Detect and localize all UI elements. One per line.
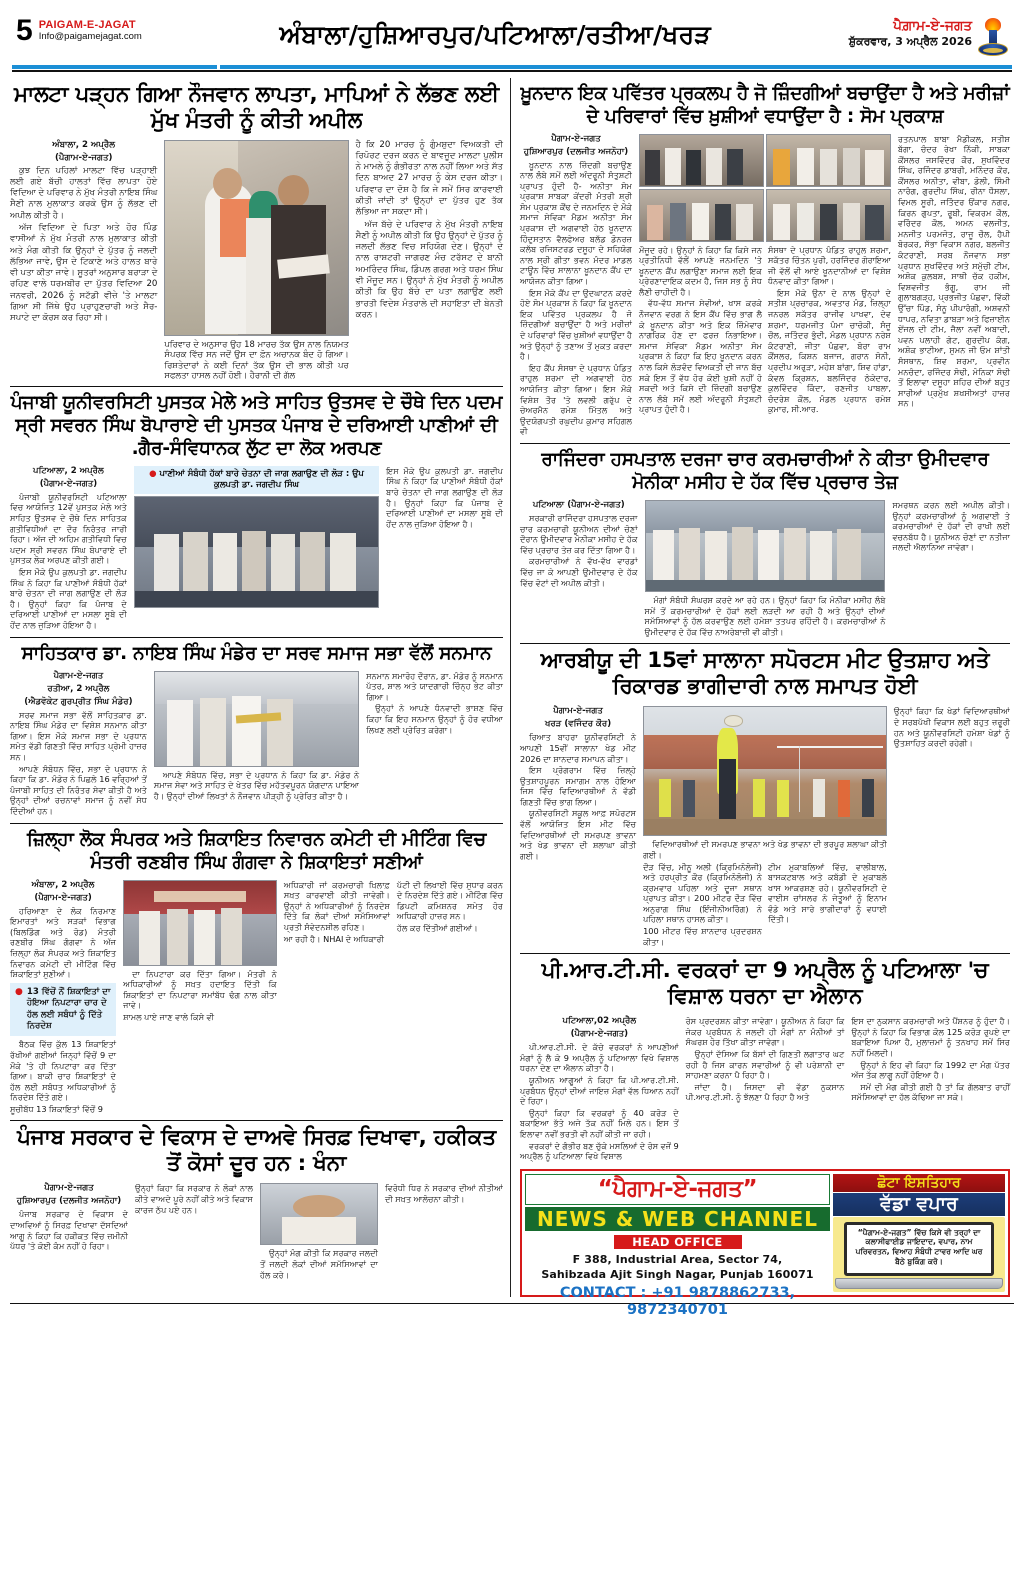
- publication-date: ਸ਼ੁੱਕਰਵਾਰ, 3 ਅਪ੍ਰੈਲ 2026: [848, 35, 972, 48]
- story-punjab-govt-headline: ਪੰਜਾਬ ਸਰਕਾਰ ਦੇ ਵਿਕਾਸ ਦੇ ਦਾਅਵੇ ਸਿਰਫ਼ ਦਿਖਾਵਾ, ਹਕੀਕਤ ਤੋਂ ਕੋਸਾਂ ਦੂਰ ਹਨ : ਖੰਨਾ: [17, 1125, 496, 1177]
- story-sports-col3: [894, 706, 1010, 948]
- masthead: [10, 14, 1014, 62]
- paragraph: ਸਨਮਾਨ ਸਮਾਰੋਹ ਦੌਰਾਨ, ਡਾ. ਮੰਡੇਰ ਨੂੰ ਸਨਮਾਨ ਪੱਤਰ, ਸ਼ਾਲ ਅਤੇ ਯਾਦਗਾਰੀ ਚਿੰਨ੍ਹ ਭੇਟ ਕੀਤਾ ਗਿਆ।: [366, 670, 503, 702]
- story-book-fair-col2: [134, 466, 379, 632]
- paragraph: ਇਸ ਮੌਕੇ ਉਨਾ ਦੇ ਨਾਲ ਉਨ੍ਹਾਂ ਦੇ ਸਤੀਸ਼ ਪ੍ਰਚਾਰਕ, ਅਵਤਾਰ ਮੰਡ, ਜ਼ਿਲ੍ਹਾ ਜਨਰਲ ਸਕੱਤਰ ਰਾਜੀਵ ਪਾਖਵਾ, ਦੇਵ ਸ਼ਰਮਾ, ਧਰਮਜੀਤ ਪੰਮਾ ਚਾਚੋਕੀ, ਸੰਜੂ ਚੌਲ, ਜਤਿੰਦਰ ਭੁੰਦੀ, ਮੰਡਲ ਪ੍ਰਧਾਨ ਨਰੇਸ਼ ਕੰਟਰਾਣੀ, ਜੀਤਾ ਪੰਛਵਾ, ਬੋਰਾ ਰਾਮ ਕੌਂਸਲਰ, ਕਿਸ਼ਨ ਬਜਾਜ, ਗਰਾਨ ਸੋਨੀ, ਪ੍ਰਦੀਪ ਅਰੁੜਾ, ਮਹੇਸ਼ ਬਾਂਗਾ, ਸ਼ਿਵ ਹਾਂਡਾ, ਕੰਵਲ ਕ੍ਰਿਸ਼ਨ, ਬਲਜਿੰਦਰ ਠੇਕੇਦਾਰ, ਕੁਲਵਿੰਦਰ ਕਿੰਦਾ, ਰਣਜੀਤ ਪਾਬਲਾ, ਚੰਦਰੇਸ਼ ਕੌਲ, ਮੰਡਲ ਪ੍ਰਧਾਨ ਰਮੇਸ਼ ਕੁਮਾਰ, ਸੀ.ਆਰ.: [768, 287, 891, 415]
- story-book-fair-caption-bar: [134, 466, 379, 494]
- paragraph: ਉਨ੍ਹਾਂ ਕਿਹਾ ਕਿ ਸਰਕਾਰ ਨੇ ਲੋਕਾਂ ਨਾਲ ਕੀਤੇ ਵਾਅਦੇ ਪੂਰੇ ਨਹੀਂ ਕੀਤੇ ਅਤੇ ਵਿਕਾਸ ਕਾਰਜ ਠੱਪ ਪਏ ਹਨ।: [135, 1183, 253, 1215]
- paragraph: ਰਿਆਤ ਬਾਹਰਾ ਯੂਨੀਵਰਸਿਟੀ ਨੇ ਆਪਣੀ 15ਵੀਂ ਸਾਲਾਨਾ ਖੇਡ ਮੀਟ 2026 ਦਾ ਸ਼ਾਨਦਾਰ ਸਮਾਪਨ ਕੀਤਾ।: [520, 732, 637, 764]
- ad-laptop-screen: [844, 1222, 994, 1276]
- story-sahitkar-photo: [154, 671, 359, 767]
- story-sahitkar-byline-extra: (ਐਡਵੋਕੇਟ ਗੁਰਪ੍ਰੀਤ ਸਿੰਘ ਮੰਡੇਰ): [24, 696, 133, 707]
- paragraph: ਪੰਜਾਬੀ ਯੂਨੀਵਰਸਿਟੀ ਪਟਿਆਲਾ ਵਿਚ ਆਯੋਜਿਤ 12ਵੇਂ ਪੁਸਤਕ ਮੇਲੇ ਅਤੇ ਸਾਹਿਤ ਉਤਸਵ ਦੇ ਚੌਥੇ ਦਿਨ ਸਾਹਿਤਕ ਗਤੀਵਿਧੀਆਂ ਦਾ ਦੌਰ ਨਿਰੰਤਰ ਜਾਰੀ ਰਿਹਾ। ਅੱਜ ਦੀ ਅਹਿਮ ਗਤੀਵਿਧੀ ਵਿਚ ਪਦਮ ਸ੍ਰੀ ਸਵਰਨ ਸਿੰਘ ਬੋਪਾਰਾਏ ਦੀ ਪੁਸਤਕ ਲੋਕ ਅਰਪਣ ਕੀਤੀ ਗਈ।: [10, 491, 127, 566]
- story-punjab-govt: [10, 1121, 503, 1281]
- story-punjab-govt-col3: [260, 1183, 378, 1281]
- story-blood-photo-grid: [639, 134, 891, 242]
- story-malta-col1: [10, 140, 157, 381]
- paragraph: ਅੱਜ ਵਿਦਿਆ ਦੇ ਪਿਤਾ ਅਤੇ ਹੋਰ ਪਿੰਡ ਵਾਸੀਆਂ ਨੇ ਮੁੱਖ ਮੰਤਰੀ ਨਾਲ ਮੁਲਾਕਾਤ ਕੀਤੀ ਅਤੇ ਮੰਗ ਕੀਤੀ ਕਿ ਉਨ੍ਹਾਂ ਦੇ ਪੁੱਤਰ ਨੂੰ ਜਲਦੀ ਲੱਭਿਆ ਜਾਵੇ, ਉਸ ਦੇ ਟਿਕਾਣੇ ਅਤੇ ਹਾਲਤ ਬਾਰੇ ਵੀ ਪਤਾ ਕੀਤਾ ਜਾਵੇ। ਸੂਤਰਾਂ ਅਨੁਸਾਰ ਬਰਾੜਾ ਦੇ ਰਹਿਣ ਵਾਲੇ ਧਰਮਬੀਰ ਦਾ ਪੁੱਤਰ ਵਿਦਿਆ 20 ਜਨਵਰੀ, 2026 ਨੂੰ ਸਟੱਡੀ ਵੀਜ਼ੇ 'ਤੇ ਮਾਲਟਾ ਗਿਆ ਸੀ ਜਿੱਥੇ ਉਹ ਪ੍ਰਾਹੁਣਚਾਰੀ ਅਤੇ ਸੈਰ-ਸਪਾਟੇ ਦਾ ਕੋਰਸ ਕਰ ਰਿਹਾ ਸੀ।: [10, 222, 158, 324]
- paragraph: ਪੀ.ਆਰ.ਟੀ.ਸੀ. ਦੇ ਕੱਚੇ ਵਰਕਰਾਂ ਨੇ ਆਪਣੀਆਂ ਮੰਗਾਂ ਨੂੰ ਲੈ ਕੇ 9 ਅਪ੍ਰੈਲ ਨੂੰ ਪਟਿਆਲਾ ਵਿਖੇ ਵਿਸ਼ਾਲ ਧਰਨਾ ਦੇਣ ਦਾ ਐਲਾਨ ਕੀਤਾ ਹੈ।: [520, 1042, 679, 1074]
- story-punjab-govt-byline-agency: ਪੈਗਾਮ-ਏ-ਜਗਤ: [44, 1183, 94, 1194]
- story-blood-photo-4: [766, 189, 891, 242]
- callout-text: 13 ਵਿੱਚੋਂ ਨੌਂ ਸ਼ਿਕਾਇਤਾਂ ਦਾ ਹੋਇਆ ਨਿਪਟਾਰਾ ਚਾਰ ਦੇ ਹੱਲ ਲਈ ਸਬੰਧਾਂ ਨੂੰ ਦਿੱਤੇ ਨਿਰਦੇਸ਼: [26, 986, 111, 1031]
- story-blood-byline-agency: ਪੈਗਾਮ-ਏ-ਜਗਤ: [551, 133, 601, 144]
- advertisement-banner[interactable]: [520, 1169, 1010, 1318]
- story-rajindra-col1: [520, 500, 638, 638]
- story-sports-col2b: [768, 862, 887, 949]
- pa ragraph: ਰਤਨਪਾਲ ਬਾਬਾ ਮੈਡੀਕਲ, ਸਤੀਸ਼ ਬੱਗਾ, ਚੰਦਰ ਰੇਖਾ ਨਿੱਕੀ, ਸਾਬਕਾ ਕੌਂਸਲਰ ਜਸਵਿੰਦਰ ਕੌਰ, ਸੁਖਵਿੰਦਰ ਸਿੰਘ, ਰਜਿੰਦਰ ਡਾਬਰੀ, ਮਨਿੰਦਰ ਕੌਰ, ਕੌਂਸਲਰ ਅਨੀਤਾ, ਵੀਬਾ, ਡੋਲੀ, ਸਿੰਮੀ ਨਾਰੰਗ, ਗੁਰਦੀਪ ਸਿੰਘ, ਰੀਨਾ ਧੌਸਲਾ, ਵਿਮਲ ਸੂਰੀ, ਜਤਿੰਦਰ ਓਂਕਾਰ ਨਗਰ, ਕਿਰਨ ਗੁਪਤਾ, ਰੂਬੀ, ਵਿਕਰਮ ਕੌਲ, ਵਰਿੰਦਰ ਕੌਲ, ਅਮਨ ਵਲਜੀਤ, ਮਨਜੀਤ ਪਰਮਜੋਤ, ਰਾਜੂ ਚੌਲ, ਹੈਪੀ ਬੋਰਕਰ, ਸੱਭਾ ਵਿਕਾਸ ਨਗਰ, ਬਲਜੀਤ ਕੰਟਰਾਣੀ, ਸਰਬ ਨੌਜਵਾਨ ਸਭਾ ਪ੍ਰਧਾਨ ਸੁਖਵਿੰਦਰ ਅਤੇ ਸਮੁੱਚੀ ਟੀਮ, ਅਸ਼ੋਕ ਕੁਲਬਸ਼, ਸਾਥੀ ਚੱਕ ਹਕੀਮ, ਵਿਸ਼ਵਜੀਤ ਭੰਗੂ, ਰਾਮ ਜੀ ਗੁਲਾਬਗੜ੍ਹ, ਪ੍ਰਭਜੀਤ ਪੰਛਵਾ, ਵਿੱਕੀ ਉੱਚਾ ਪਿੰਡ, ਸੰਨੂ ਪੀਪਾਰੰਗੀ, ਅਸ਼ਵਨੀ ਧਾਪਰ, ਨਵਿਤਾ ਡਾਬੜਾ ਅਤੇ ਫਿਜ਼ਾਈਨ ਏਂਜਲ ਦੀ ਟੀਮ, ਜੈਲਾ ਨਵੀਂ ਅਬਾਦੀ, ਪਵਨ ਪਲਾਹੀ ਗੇਟ, ਗੁਰਦੀਪ ਕੰਗ, ਅਸ਼ੋਕ ਭਾਟੀਆ, ਸੁਮਨ ਜੀ ਓਮ ਸ਼ਾਂਤੀ ਸੰਸਥਾਨ, ਸ਼ਿਵ ਸ਼ਰਮਾ, ਪ੍ਰਵੀਨ ਮਨਚੰਦਾ, ਰਜਿੰਦਰ ਸੋਢੀ, ਮੋਨਿਕਾ ਸੋਢੀ ਤੋਂ ਇਲਾਵਾ ਦਸੂਹਾ ਸ਼ਹਿਰ ਦੀਆਂ ਬਹੁਤ ਸਾਰੀਆਂ ਪ੍ਰਮੁੱਖ ਸ਼ਖਸੀਅਤਾਂ ਹਾਜ਼ਰ ਸਨ।: [898, 133, 1010, 409]
- paragraph: ਉਨ੍ਹਾਂ ਕਿਹਾ ਕਿ ਵਰਕਰਾਂ ਨੂੰ 40 ਕਰੋੜ ਦੇ ਬਕਾਇਆ ਭੱਤੇ ਅਜੇ ਤੱਕ ਨਹੀਂ ਮਿਲੇ ਹਨ। ਇਸ ਤੋਂ ਇਲਾਵਾ ਨਵੀਂ ਭਰਤੀ ਵੀ ਨਹੀਂ ਕੀਤੀ ਜਾ ਰਹੀ।: [520, 1107, 679, 1139]
- story-sports-byline-agency: ਪੈਗਾਮ-ਏ-ਜਗਤ: [553, 706, 603, 717]
- story-blood-byline-place: ਹੁਸ਼ਿਆਰਪੁਰ (ਦਲਜੀਤ ਅਜਨੋਹਾ): [523, 146, 629, 157]
- story-prtc-headline: ਪੀ.ਆਰ.ਟੀ.ਸੀ. ਵਰਕਰਾਂ ਦਾ 9 ਅਪ੍ਰੈਲ ਨੂੰ ਪਟਿਆਲਾ 'ਚ ਵਿਸ਼ਾਲ ਧਰਨਾ ਦਾ ਐਲਾਨ: [541, 958, 989, 1010]
- paragraph: ਵੱਧ-ਵੱਧ ਸਮਾਜ ਸੇਵੀਆਂ, ਖਾਸ ਕਰਕੇ ਨੌਜਵਾਨ ਵਰਗ ਨੇ ਇਸ ਕੈਂਪ ਵਿੱਚ ਭਾਗ ਲੈ ਕੇ ਖੂਨਦਾਨ ਕੀਤਾ ਅਤੇ ਇਕ ਜ਼ਿੰਮੇਵਾਰ ਨਾਗਰਿਕ ਹੋਣ ਦਾ ਫਰਜ਼ ਨਿਭਾਇਆ। ਸਮਾਜ ਸੇਵਿਕਾ ਮੈਡਮ ਅਨੀਤਾ ਸੋਮ ਪ੍ਰਕਾਸ਼ ਨੇ ਕਿਹਾ ਕਿ ਇਹ ਖੂਨਦਾਨ ਕਰਨ ਨਾਲ ਕਿਸੇ ਲੋੜਵੰਦ ਵਿਅਕਤੀ ਦੀ ਜਾਨ ਬੱਚ ਸਕੇ ਇਸ ਤੋਂ ਵੱਧ ਹੋਰ ਕੋਈ ਖੁਸ਼ੀ ਨਹੀਂ ਹੋ ਸਕਦੀ ਅਤੇ ਕਿਸੇ ਦੀ ਜ਼ਿੰਦਗੀ ਬਚਾਉਣ ਨਾਲ ਲੰਬੇ ਸਮੇਂ ਲਈ ਅੰਦਰੂਨੀ ਸੰਤੁਸ਼ਟੀ ਪ੍ਰਾਪਤ ਹੁੰਦੀ ਹੈ।: [639, 298, 762, 415]
- story-prtc: [520, 954, 1010, 1163]
- paragraph: ਖ਼ੂਨਦਾਨ ਨਾਲ ਜ਼ਿੰਦਗੀ ਬਚਾਉਣ ਨਾਲ ਲੰਬੇ ਸਮੇਂ ਲਈ ਅੰਦਰੂਨੀ ਸੰਤੁਸ਼ਟੀ ਪ੍ਰਾਪਤ ਹੁੰਦੀ ਹੈ- ਅਨੀਤਾ ਸੋਮ ਪ੍ਰਕਾਸ਼ ਸਾਬਕਾ ਕੇਂਦਰੀ ਮੰਤਰੀ ਸ਼੍ਰੀ ਸੋਮ ਪ੍ਰਕਾਸ਼ ਕੌਂਢ ਦੇ ਜਨਮਦਿਨ ਦੇ ਮੌਕੇ ਸਮਾਜ ਸੇਵਿਕਾ ਮੈਡਮ ਅਨੀਤਾ ਸੋਮ ਪ੍ਰਕਾਸ਼ ਦੀ ਅਗਵਾਈ ਹੇਠ ਖੂਨਦਾਨ ਹਿੰਦੁਸਤਾਨ ਵੈਲਫੇਅਰ ਬਲੱਡ ਡੋਨਰਜ਼ ਕਲੱਬ ਰਜਿਸਟਰਡ ਦਸੂਹਾ ਦੇ ਸਹਿਯੋਗ ਨਾਲ ਸ੍ਰੀ ਗੀਤਾ ਭਵਨ ਮੰਦਰ ਮਾਡਲ ਟਾਊਨ ਵਿੱਚ ਸਾਲਾਨਾ ਖੂਨਦਾਨ ਕੈਂਪ ਦਾ ਆਯੋਜਨ ਕੀਤਾ ਗਿਆ।: [520, 159, 632, 287]
- story-sports-photo-caption: ਵਿਦਿਆਰਥੀਆਂ ਦੀ ਸਮਰਪਣ ਭਾਵਨਾ ਅਤੇ ਖੇਡ ਭਾਵਨਾ ਦੀ ਭਰਪੂਰ ਸ਼ਲਾਘਾ ਕੀਤੀ ਗਈ।: [643, 839, 887, 860]
- paragraph: ਇਸ ਦਾ ਨੁਕਸਾਨ ਕਰਮਚਾਰੀ ਅਤੇ ਪੈਂਸ਼ਨਰ ਨੂੰ ਹੁੰਦਾ ਹੈ। ਉਨ੍ਹਾਂ ਨੇ ਕਿਹਾ ਕਿ ਵਿਭਾਗ ਕੋਲ 125 ਕਰੋੜ ਰੁਪਏ ਦਾ ਬਕਾਇਆ ਪਿਆ ਹੈ, ਮੁਲਾਜ਼ਮਾਂ ਨੂੰ ਤਨਖਾਹ ਸਮੇਂ ਸਿਰ ਨਹੀਂ ਮਿਲਦੀ।: [851, 1016, 1011, 1059]
- story-malta-byline-agency: (ਪੈਗਾਮ-ਏ-ਜਗਤ): [54, 152, 113, 163]
- masthead-rule: [12, 65, 1012, 69]
- paragraph: ਹੈ ਕਿ 20 ਮਾਰਚ ਨੂੰ ਗੁੰਮਸ਼ੁਦਾ ਵਿਅਕਤੀ ਦੀ ਰਿਪੋਰਟ ਦਰਜ ਕਰਨ ਦੇ ਬਾਵਜੂਦ ਮਾਲਟਾ ਪੁਲੀਸ ਨੇ ਮਾਮਲੇ ਨੂੰ ਗੰਭੀਰਤਾ ਨਾਲ ਨਹੀਂ ਲਿਆ ਅਤੇ ਸੱਤ ਦਿਨ ਬਾਅਦ 27 ਮਾਰਚ ਨੂੰ ਕੇਸ ਦਰਜ ਕੀਤਾ। ਪਰਿਵਾਰ ਦਾ ਦੋਸ਼ ਹੈ ਕਿ ਜੇ ਸਮੇਂ ਸਿਰ ਕਾਰਵਾਈ ਕੀਤੀ ਜਾਂਦੀ ਤਾਂ ਉਨ੍ਹਾਂ ਦਾ ਪੁੱਤਰ ਹੁਣ ਤੱਕ ਲੱਭਿਆ ਜਾ ਸਕਦਾ ਸੀ।: [355, 139, 504, 218]
- paragraph: ਟੀਮ ਮੁਕਾਬਲਿਆਂ ਵਿੱਚ, ਵਾਲੀਬਾਲ, ਬਾਸਕਟਬਾਲ ਅਤੇ ਕਬੱਡੀ ਦੇ ਮੁਕਾਬਲੇ ਖਾਸ ਆਕਰਸ਼ਣ ਰਹੇ। ਯੂਨੀਵਰਸਿਟੀ ਦੇ ਵਾਈਸ ਚਾਂਸਲਰ ਨੇ ਜੇਤੂਆਂ ਨੂੰ ਇਨਾਮ ਵੰਡੇ ਅਤੇ ਸਾਰੇ ਭਾਗੀਦਾਰਾਂ ਨੂੰ ਵਧਾਈ ਦਿੱਤੀ।: [768, 861, 887, 925]
- story-rajindra-col2: [645, 500, 886, 638]
- story-sahitkar-headline: ਸਾਹਿਤਕਾਰ ਡਾ. ਨਾਇਬ ਸਿੰਘ ਮੰਡੇਰ ਦਾ ਸਰਵ ਸਮਾਜ ਸਭਾ ਵੱਲੋਂ ਸਨਮਾਨ: [21, 642, 492, 664]
- story-punjab-govt-col4: [385, 1183, 503, 1281]
- paragraph: ਸ਼ਾਮਲ ਪਾਏ ਜਾਣ ਵਾਲੇ ਕਿਸੇ ਵੀ: [123, 1011, 215, 1022]
- story-book-fair-col3: [386, 466, 503, 632]
- paragraph: ਮੌਜੂਦ ਰਹੇ। ਉਨ੍ਹਾਂ ਨੇ ਕਿਹਾ ਕਿ ਕਿਸੇ ਜਨ ਪ੍ਰਤੀਨਿਧੀ ਵੱਲੋਂ ਆਪਣੇ ਜਨਮਦਿਨ 'ਤੇ ਖੂਨਦਾਨ ਕੈਂਪ ਲਗਾਉਣਾ ਸਮਾਜ ਲਈ ਇਕ ਪ੍ਰੇਰਣਾਦਾਇਕ ਕਦਮ ਹੈ, ਜਿਸ ਸਭ ਨੂੰ ਸੇਧ ਲੈਣੀ ਚਾਹੀਦੀ ਹੈ।: [639, 244, 762, 297]
- paragraph: ਆ ਰਹੀ ਹੈ। NHAI ਦੇ ਅਧਿਕਾਰੀ: [283, 933, 384, 944]
- ad-side-top-label: ਛੋਟਾ ਇਸ਼ਤਿਹਾਰ: [833, 1174, 1005, 1192]
- ad-channel-label: NEWS & WEB CHANNEL: [525, 1207, 830, 1231]
- paragraph: ਸੂਚੀਬੱਧ 13 ਸ਼ਿਕਾਇਤਾਂ ਵਿੱਚੋਂ 9: [10, 1103, 103, 1114]
- contact-email: Info@paigamejagat.com: [38, 31, 142, 42]
- story-malta-photo: [164, 140, 348, 336]
- story-sports-photo: [643, 706, 887, 836]
- paragraph: ਆਪਣੇ ਸੰਬੋਧਨ ਵਿੱਚ, ਸਭਾ ਦੇ ਪ੍ਰਧਾਨ ਨੇ ਕਿਹਾ ਕਿ ਡਾ. ਮੰਡੇਰ ਨੇ ਸਮਾਜ ਸੇਵਾ ਅਤੇ ਸਾਹਿਤ ਦੇ ਖੇਤਰ ਵਿੱਚ ਮਹੱਤਵਪੂਰਨ ਯੋਗਦਾਨ ਪਾਇਆ ਹੈ। ਉਨ੍ਹਾਂ ਦੀਆਂ ਲਿਖਤਾਂ ਨੇ ਨੌਜਵਾਨ ਪੀੜ੍ਹੀ ਨੂੰ ਪ੍ਰੇਰਿਤ ਕੀਤਾ ਹੈ।: [153, 769, 360, 801]
- story-district-col1: [10, 880, 116, 1116]
- paragraph: ਉਨ੍ਹਾਂ ਮੰਗ ਕੀਤੀ ਕਿ ਸਰਕਾਰ ਜਲਦੀ ਤੋਂ ਜਲਦੀ ਲੋਕਾਂ ਦੀਆਂ ਸਮੱਸਿਆਵਾਂ ਦਾ ਹੱਲ ਕਰੇ।: [260, 1248, 378, 1280]
- laptop-icon: [833, 1217, 1005, 1292]
- paragraph: ਉਨ੍ਹਾਂ ਦੱਸਿਆ ਕਿ ਬੱਸਾਂ ਦੀ ਗਿਣਤੀ ਲਗਾਤਾਰ ਘਟ ਰਹੀ ਹੈ ਜਿਸ ਕਾਰਨ ਸਵਾਰੀਆਂ ਨੂੰ ਵੀ ਪਰੇਸ਼ਾਨੀ ਦਾ ਸਾਹਮਣਾ ਕਰਨਾ ਪੈ ਰਿਹਾ ਹੈ।: [685, 1049, 845, 1081]
- story-blood-col3: [768, 245, 891, 417]
- story-rajindra: [520, 444, 1010, 638]
- paragraph: ਬੈਠਕ ਵਿੱਚ ਕੁੱਲ 13 ਸ਼ਿਕਾਇਤਾਂ ਰੱਖੀਆਂ ਗਈਆਂ ਜਿਨ੍ਹਾਂ ਵਿੱਚੋਂ 9 ਦਾ ਮੌਕੇ 'ਤੇ ਹੀ ਨਿਪਟਾਰਾ ਕਰ ਦਿੱਤਾ ਗਿਆ। ਬਾਕੀ ਚਾਰ ਸ਼ਿਕਾਇਤਾਂ ਦੇ ਹੱਲ ਲਈ ਸਬੰਧਤ ਅਧਿਕਾਰੀਆਂ ਨੂੰ ਨਿਰਦੇਸ਼ ਦਿੱਤੇ ਗਏ।: [10, 1039, 117, 1103]
- story-malta-col3: [356, 140, 503, 381]
- paragraph: ਉਨ੍ਹਾਂ ਕਿਹਾ ਕਿ ਖੇਡਾਂ ਵਿਦਿਆਰਥੀਆਂ ਦੇ ਸਰਬਪੱਖੀ ਵਿਕਾਸ ਲਈ ਬਹੁਤ ਜ਼ਰੂਰੀ ਹਨ ਅਤੇ ਯੂਨੀਵਰਸਿਟੀ ਹਮੇਸ਼ਾ ਖੇਡਾਂ ਨੂੰ ਉਤਸ਼ਾਹਿਤ ਕਰਦੀ ਰਹੇਗੀ।: [893, 706, 1010, 749]
- story-district-col2: [123, 880, 277, 1116]
- story-sports-col1: [520, 706, 636, 948]
- story-punjab-govt-col2: [135, 1183, 253, 1281]
- story-district: [10, 824, 503, 1116]
- bullet-icon: ●: [15, 986, 23, 997]
- story-sports-headline: ਆਰਬੀਯੂ ਦੀ 15ਵਾਂ ਸਾਲਾਨਾ ਸਪੋਰਟਸ ਮੀਟ ਉਤਸ਼ਾਹ ਅਤੇ ਰਿਕਾਰਡ ਭਾਗੀਦਾਰੀ ਨਾਲ ਸਮਾਪਤ ਹੋਈ: [540, 648, 990, 700]
- masthead-left: [16, 16, 142, 46]
- ad-side-mid-label: ਵੱਡਾ ਵਪਾਰ: [833, 1193, 1005, 1216]
- story-district-col4: [397, 880, 503, 1116]
- masthead-rule-thin: [12, 70, 1012, 72]
- page-number: 5: [16, 14, 33, 47]
- paragraph: ਯੂਨੀਵਰਸਿਟੀ ਸਕੂਲ ਆਫ਼ ਸਪੋਰਟਸ ਵੱਲੋਂ ਆਯੋਜਿਤ ਇਸ ਮੀਟ ਵਿੱਚ ਵਿਦਿਆਰਥੀਆਂ ਦੀ ਸਮਰਪਣ ਭਾਵਨਾ ਅਤੇ ਖੇਡ ਭਾਵਨਾ ਦੀ ਸ਼ਲਾਘਾ ਕੀਤੀ ਗਈ।: [520, 808, 637, 861]
- story-book-fair-headline: ਪੰਜਾਬੀ ਯੂਨੀਵਰਸਿਟੀ ਪੁਸਤਕ ਮੇਲੇ ਅਤੇ ਸਾਹਿਤ ਉਤਸਵ ਦੇ ਚੌਥੇ ਦਿਨ ਪਦਮ ਸ੍ਰੀ ਸਵਰਨ ਸਿੰਘ ਬੋਪਾਰਾਏ ਦੀ ਪੁਸਤਕ ਪੰਜਾਬ ਦੇ ਦਰਿਆਈ ਪਾਣੀਆਂ ਦੀ .ਗੈਰ-ਸੰਵਿਧਾਨਕ ਲੁੱਟ ਦਾ ਲੋਕ ਅਰਪਣ: [10, 391, 503, 459]
- brand-name: PAIGAM-E-JAGAT: [38, 19, 136, 31]
- story-prtc-col3: [851, 1016, 1010, 1163]
- story-sahitkar-byline-place: ਰਤੀਆ, 2 ਅਪ੍ਰੈਲ: [47, 683, 110, 694]
- story-blood-col4: [898, 134, 1010, 438]
- story-blood-col1: [520, 134, 632, 438]
- paragraph: ਇਸ ਮੌਕੇ ਉਪ ਕੁਲਪਤੀ ਡਾ. ਜਗਦੀਪ ਸਿੰਘ ਨੇ ਕਿਹਾ ਕਿ ਪਾਣੀਆਂ ਸੰਬੰਧੀ ਹੱਕਾਂ ਬਾਰੇ ਚੇਤਨਾ ਦੀ ਜਾਗ ਲਗਾਉਣ ਦੀ ਲੋੜ ਹੈ। ਉਨ੍ਹਾਂ ਕਿਹਾ ਕਿ ਪੰਜਾਬ ਦੇ ਦਰਿਆਈ ਪਾਣੀਆਂ ਦਾ ਮਸਲਾ ਸੂਬੇ ਦੀ ਹੋਂਦ ਨਾਲ ਜੁੜਿਆ ਹੋਇਆ ਹੈ।: [10, 567, 127, 630]
- paragraph: ਇਹ ਕੈਂਪ ਸੰਸਥਾ ਦੇ ਪ੍ਰਧਾਨ ਪੰਡਿਤ ਰਾਹੁਲ ਸ਼ਰਮਾ ਦੀ ਅਗਵਾਈ ਹੇਠ ਆਯੋਜਿਤ ਕੀਤਾ ਗਿਆ। ਇਸ ਮੌਕੇ ਵਿਸ਼ੇਸ਼ ਤੌਰ 'ਤੇ ਲਵਲੀ ਗਰੁੱਪ ਦੇ ਚੇਅਰਮੈਨ ਰਮੇਸ਼ ਮਿੱਤਲ ਅਤੇ ਉਦਯੋਗਪਤੀ ਰਘੁਦੀਪ ਕੁਮਾਰ ਸਹਿਗਲ ਵੀ: [520, 362, 632, 437]
- ad-right-panel: [833, 1174, 1005, 1292]
- paragraph: ਯੂਨੀਅਨ ਆਗੂਆਂ ਨੇ ਕਿਹਾ ਕਿ ਪੀ.ਆਰ.ਟੀ.ਸੀ. ਪ੍ਰਬੰਧਨ ਉਨ੍ਹਾਂ ਦੀਆਂ ਜਾਇਜ਼ ਮੰਗਾਂ ਵੱਲ ਧਿਆਨ ਨਹੀਂ ਦੇ ਰਿਹਾ।: [520, 1075, 679, 1107]
- paragraph: ਉਨ੍ਹਾਂ ਨੇ ਇਹ ਵੀ ਕਿਹਾ ਕਿ 1992 ਦਾ ਮੰਗ ਪੱਤਰ ਅੱਜ ਤੱਕ ਲਾਗੂ ਨਹੀਂ ਹੋਇਆ ਹੈ।: [851, 1059, 1011, 1081]
- story-blood-donation: [520, 78, 1010, 438]
- publication-title: ਪੈਗ਼ਾਮ-ਏ-ਜਗਤ: [893, 18, 972, 34]
- paragraph: ਪੱਟੀ ਦੀ ਲਿਖਾਈ ਵਿੱਚ ਸੁਧਾਰ ਕਰਨ ਦੇ ਨਿਰਦੇਸ਼ ਦਿੱਤੇ ਗਏ। ਮੀਟਿੰਗ ਵਿੱਚ ਡਿਪਟੀ ਕਮਿਸ਼ਨਰ ਸਮੇਤ ਹੋਰ ਅਧਿਕਾਰੀ ਹਾਜ਼ਰ ਸਨ।: [396, 879, 503, 922]
- story-blood-photo-2: [766, 134, 891, 187]
- ad-head-office-label: HEAD OFFICE: [614, 1235, 742, 1249]
- paragraph: ਇਸ ਮੌਕੇ ਉਪ ਕੁਲਪਤੀ ਡਾ. ਜਗਦੀਪ ਸਿੰਘ ਨੇ ਕਿਹਾ ਕਿ ਪਾਣੀਆਂ ਸੰਬੰਧੀ ਹੱਕਾਂ ਬਾਰੇ ਚੇਤਨਾ ਦੀ ਜਾਗ ਲਗਾਉਣ ਦੀ ਲੋੜ ਹੈ। ਉਨ੍ਹਾਂ ਕਿਹਾ ਕਿ ਪੰਜਾਬ ਦੇ ਦਰਿਆਈ ਪਾਣੀਆਂ ਦਾ ਮਸਲਾ ਸੂਬੇ ਦੀ ਹੋਂਦ ਨਾਲ ਜੁੜਿਆ ਹੋਇਆ ਹੈ।: [386, 465, 503, 529]
- paragraph: ਸਮਰਥਨ ਕਰਨ ਲਈ ਅਪੀਲ ਕੀਤੀ। ਉਨ੍ਹਾਂ ਕਰਮਚਾਰੀਆਂ ਨੂੰ ਅਗਵਾਈ ਤੇ ਕਰਮਚਾਰੀਆਂ ਦੇ ਹੱਕਾਂ ਦੀ ਰਾਖੀ ਲਈ ਵਚਨਬੱਧ ਹੈ। ਯੂਨੀਅਨ ਚੋਣਾਂ ਦਾ ਨਤੀਜਾ ਜਲਦੀ ਐਲਾਨਿਆ ਜਾਵੇਗਾ।: [892, 499, 1010, 553]
- story-malta-headline: ਮਾਲਟਾ ਪੜ੍ਹਨ ਗਿਆ ਨੌਜਵਾਨ ਲਾਪਤਾ, ਮਾਪਿਆਂ ਨੇ ਲੱਭਣ ਲਈ ਮੁੱਖ ਮੰਤਰੀ ਨੂੰ ਕੀਤੀ ਅਪੀਲ: [14, 81, 499, 133]
- paragraph: ਦੌੜ ਵਿੱਚ, ਮੀਨੂ ਅਲੀ (ਕ੍ਰਿਮਿਨੋਲੋਜੀ) ਅਤੇ ਹਰਪ੍ਰੀਤ ਕੌਰ (ਕ੍ਰਿਮਿਨੋਲੋਜੀ) ਨੇ ਕ੍ਰਮਵਾਰ ਪਹਿਲਾ ਅਤੇ ਦੂਜਾ ਸਥਾਨ ਪ੍ਰਾਪਤ ਕੀਤਾ। 200 ਮੀਟਰ ਦੌੜ ਵਿੱਚ ਅਨੁਰਾਗ ਸਿੰਘ (ਇੰਜੀਨੀਅਰਿੰਗ) ਨੇ ਪਹਿਲਾ ਸਥਾਨ ਹਾਸਲ ਕੀਤਾ।: [643, 861, 762, 925]
- story-district-byline-place: ਅੰਬਾਲਾ, 2 ਅਪ੍ਰੈਲ: [31, 879, 95, 890]
- paragraph: ਪੰਜਾਬ ਸਰਕਾਰ ਦੇ ਵਿਕਾਸ ਦੇ ਦਾਅਵਿਆਂ ਨੂੰ ਸਿਰਫ਼ ਦਿਖਾਵਾ ਦੱਸਦਿਆਂ ਆਗੂ ਨੇ ਕਿਹਾ ਕਿ ਹਕੀਕਤ ਵਿੱਚ ਜ਼ਮੀਨੀ ਪੱਧਰ 'ਤੇ ਕੋਈ ਕੰਮ ਨਹੀਂ ਹੋ ਰਿਹਾ।: [10, 1209, 128, 1252]
- story-punjab-govt-col1: [10, 1183, 128, 1281]
- page-bottom-rule: [10, 1303, 1014, 1304]
- story-district-col3: [284, 880, 390, 1116]
- masthead-right: [849, 16, 1010, 58]
- page-body: [10, 78, 1014, 1318]
- story-blood-col2: [639, 134, 891, 438]
- paragraph: ਸੰਸਥਾ ਦੇ ਪ੍ਰਧਾਨ ਪੰਡਿਤ ਰਾਹੁਲ ਸ਼ਰਮਾ, ਸਕੱਤਰ ਚਿੰਤਨ ਪੁਰੀ, ਹਰਜਿੰਦਰ ਗੋਰਾਇਆ ਜੀ ਵੱਲੋਂ ਵੀ ਆਏ ਖੂਨਦਾਨੀਆਂ ਦਾ ਵਿਸ਼ੇਸ਼ ਧੰਨਵਾਦ ਕੀਤਾ ਗਿਆ।: [768, 244, 891, 287]
- ad-laptop-text: “ਪੈਗਾਮ-ਏ-ਜਗਤ” ਵਿੱਚ ਕਿਸੇ ਵੀ ਤਰ੍ਹਾਂ ਦਾ ਕਲਾਸੀਫਾਈਡ ਜਾਇਦਾਦ, ਵਪਾਰ, ਨਾਮ ਪਰਿਵਰਤਨ, ਵਿਆਹ ਸੰਬੰਧੀ ਟਾਵਰ ਆਦਿ ਘਰ ਬੈਠੇ ਬੁਕਿੰਗ ਕਰੋ।: [855, 1227, 983, 1266]
- ad-address-line1: F 388, Industrial Area, Sector 74,: [572, 1252, 783, 1266]
- story-malta-col2: [164, 140, 348, 381]
- story-book-fair-photo: [134, 496, 379, 608]
- story-prtc-byline-agency: (ਪੈਗਾਮ-ਏ-ਜਗਤ): [570, 1029, 629, 1040]
- story-sahitkar-col3: [366, 671, 503, 818]
- paragraph: ਉਨ੍ਹਾਂ ਨੇ ਆਪਣੇ ਧੰਨਵਾਦੀ ਭਾਸ਼ਣ ਵਿੱਚ ਕਿਹਾ ਕਿ ਇਹ ਸਨਮਾਨ ਉਨ੍ਹਾਂ ਨੂੰ ਹੋਰ ਵਧੀਆ ਲਿਖਣ ਲਈ ਪ੍ਰੇਰਿਤ ਕਰੇਗਾ।: [366, 703, 503, 735]
- story-rajindra-headline: ਰਾਜਿੰਦਰਾ ਹਸਪਤਾਲ ਦਰਜਾ ਚਾਰ ਕਰਮਚਾਰੀਆਂ ਨੇ ਕੀਤਾ ਉਮੀਦਵਾਰ ਮੋਨੀਕਾ ਮਸੀਹ ਦੇ ਹੱਕ ਵਿੱਚ ਪ੍ਰਚਾਰ ਤੇਜ਼: [541, 448, 989, 493]
- paragraph: ਇਸ ਮੌਕੇ ਕੈਂਪ ਦਾ ਉਦਘਾਟਨ ਕਰਦੇ ਹੋਏ ਸੋਮ ਪ੍ਰਕਾਸ਼ ਨੇ ਕਿਹਾ ਕਿ ਖੂਨਦਾਨ ਇਕ ਪਵਿੱਤਰ ਪ੍ਰਕਲਪ ਹੈ ਜੋ ਜ਼ਿੰਦਗੀਆਂ ਬਚਾਉਂਦਾ ਹੈ ਅਤੇ ਮਰੀਜ਼ਾਂ ਦੇ ਪਰਿਵਾਰਾਂ ਵਿੱਚ ਖੁਸ਼ੀਆਂ ਵਧਾਉਂਦਾ ਹੈ ਅਤੇ ਉਨ੍ਹਾਂ ਨੂੰ ਤਣਾਅ ਤੋਂ ਮੁਕਤ ਕਰਦਾ ਹੈ।: [520, 287, 632, 362]
- ad-title-box: [525, 1174, 830, 1205]
- story-book-fair: [10, 387, 503, 632]
- ad-contact[interactable]: CONTACT : +91 9878862733, 9872340701: [559, 1284, 796, 1318]
- paragraph: ਆਪਣੇ ਸੰਬੋਧਨ ਵਿੱਚ, ਸਭਾ ਦੇ ਪ੍ਰਧਾਨ ਨੇ ਕਿਹਾ ਕਿ ਡਾ. ਮੰਡੇਰ ਨੇ ਪਿਛਲੇ 16 ਵਰ੍ਹਿਆਂ ਤੋਂ ਪੰਜਾਬੀ ਸਾਹਿਤ ਦੀ ਨਿਰੰਤਰ ਸੇਵਾ ਕੀਤੀ ਹੈ ਅਤੇ ਉਨ੍ਹਾਂ ਦੀਆਂ ਰਚਨਾਵਾਂ ਸਮਾਜ ਨੂੰ ਨਵੀਂ ਸੇਧ ਦਿੰਦੀਆਂ ਹਨ।: [10, 763, 147, 816]
- story-rajindra-byline: ਪਟਿਆਲਾ (ਪੈਗਾਮ-ਏ-ਜਗਤ): [532, 499, 625, 510]
- story-district-byline-agency: (ਪੈਗਾਮ-ਏ-ਜਗਤ): [34, 892, 92, 903]
- ad-left-panel: [525, 1174, 830, 1318]
- story-malta: [10, 78, 503, 381]
- story-blood-photo-1: [639, 134, 764, 187]
- story-blood-photo-3: [639, 189, 764, 242]
- paragraph: 100 ਮੀਟਰ ਵਿੱਚ ਸ਼ਾਨਦਾਰ ਪ੍ਰਦਰਸ਼ਨ ਕੀਤਾ।: [643, 926, 762, 947]
- story-prtc-byline-place: ਪਟਿਆਲਾ,02 ਅਪ੍ਰੈਲ: [562, 1016, 637, 1027]
- story-prtc-col1: [520, 1016, 679, 1163]
- story-district-photo: [123, 880, 277, 966]
- story-sports-col2: [643, 706, 887, 948]
- story-rajindra-photo: [645, 500, 886, 592]
- masthead-brand-block: [39, 16, 142, 43]
- right-column-half: [510, 78, 1011, 1318]
- ad-laptop-base: [835, 1278, 1003, 1289]
- paragraph: ਹਰਿਆਣਾ ਦੇ ਲੋਕ ਨਿਰਮਾਣ ਇਮਾਰਤਾਂ ਅਤੇ ਸੜਕਾਂ ਵਿਭਾਗ (ਬਿਲਡਿੰਗ ਅਤੇ ਰੋਡ) ਮੰਤਰੀ ਰਣਬੀਰ ਸਿੰਘ ਗੰਗਵਾ ਨੇ ਅੱਜ ਜ਼ਿਲ੍ਹਾ ਲੋਕ ਸੰਪਰਕ ਅਤੇ ਸ਼ਿਕਾਇਤ ਨਿਵਾਰਨ ਕਮੇਟੀ ਦੀ ਮੀਟਿੰਗ ਵਿੱਚ ਸ਼ਿਕਾਇਤਾਂ ਸੁਣੀਆਂ।: [10, 905, 117, 980]
- paragraph: ਅਧਿਕਾਰੀ ਜਾਂ ਕਰਮਚਾਰੀ ਖ਼ਿਲਾਫ਼ ਸਖ਼ਤ ਕਾਰਵਾਈ ਕੀਤੀ ਜਾਵੇਗੀ। ਉਨ੍ਹਾਂ ਨੇ ਅਧਿਕਾਰੀਆਂ ਨੂੰ ਨਿਰਦੇਸ਼ ਦਿੱਤੇ ਕਿ ਲੋਕਾਂ ਦੀਆਂ ਸਮੱਸਿਆਵਾਂ ਪ੍ਰਤੀ ਸੰਵੇਦਨਸ਼ੀਲ ਰਹਿਣ।: [283, 879, 390, 932]
- paragraph: ਕੁਝ ਦਿਨ ਪਹਿਲਾਂ ਮਾਲਟਾ ਵਿੱਚ ਪੜ੍ਹਾਈ ਲਈ ਗਏ ਬੱਚੀ ਹਾਲਤਾਂ ਵਿੱਚ ਲਾਪਤਾ ਹੋਏ ਵਿਦਿਆ ਦੇ ਪਰਿਵਾਰ ਨੇ ਮੁੱਖ ਮੰਤਰੀ ਨਾਇਬ ਸਿੰਘ ਸੈਣੀ ਨਾਲ ਮੁਲਾਕਾਤ ਕਰਕੇ ਉਸ ਨੂੰ ਲੱਭਣ ਦੀ ਅਪੀਲ ਕੀਤੀ ਹੈ।: [10, 165, 158, 221]
- torch-logo-icon: [976, 18, 1010, 58]
- paragraph: ਰੋਸ ਪ੍ਰਦਰਸ਼ਨ ਕੀਤਾ ਜਾਵੇਗਾ। ਯੂਨੀਅਨ ਨੇ ਕਿਹਾ ਕਿ ਜੇਕਰ ਪ੍ਰਬੰਧਨ ਨੇ ਜਲਦੀ ਹੀ ਮੰਗਾਂ ਨਾ ਮੰਨੀਆਂ ਤਾਂ ਸੰਘਰਸ਼ ਹੋਰ ਤਿੱਖਾ ਕੀਤਾ ਜਾਵੇਗਾ।: [685, 1016, 845, 1048]
- caption-text: ਪਾਣੀਆਂ ਸੰਬੰਧੀ ਹੱਕਾਂ ਬਾਰੇ ਚੇਤਨਾ ਦੀ ਜਾਗ ਲਗਾਉਣ ਦੀ ਲੋੜ : ਉਪ ਕੁਲਪਤੀ ਡਾ. ਜਗਦੀਪ ਸਿੰਘ: [159, 468, 364, 490]
- paragraph: ਹੱਲ ਕਰ ਦਿੱਤੀਆਂ ਗਈਆਂ।: [396, 922, 478, 933]
- story-sahitkar: [10, 638, 503, 818]
- story-malta-byline-place: ਅੰਬਾਲਾ, 2 ਅਪ੍ਰੈਲ: [52, 139, 116, 150]
- paragraph: ਕਰਮਚਾਰੀਆਂ ਨੇ ਵੱਖ-ਵੱਖ ਵਾਰਡਾਂ ਵਿੱਚ ਜਾ ਕੇ ਆਪਣੀ ਉਮੀਦਵਾਰ ਦੇ ਹੱਕ ਵਿੱਚ ਵੋਟਾਂ ਦੀ ਅਪੀਲ ਕੀਤੀ।: [520, 556, 638, 588]
- paragraph: ਸਰਕਾਰੀ ਰਾਜਿੰਦਰਾ ਹਸਪਤਾਲ ਦਰਜਾ ਚਾਰ ਕਰਮਚਾਰੀ ਯੂਨੀਅਨ ਦੀਆਂ ਚੋਣਾਂ ਦੌਰਾਨ ਉਮੀਦਵਾਰ ਮੋਨੀਕਾ ਮਸੀਹ ਦੇ ਹੱਕ ਵਿੱਚ ਪ੍ਰਚਾਰ ਤੇਜ਼ ਕਰ ਦਿੱਤਾ ਗਿਆ ਹੈ।: [520, 512, 638, 555]
- story-sports-byline-place: ਖਰੜ (ਵਜਿੰਦਰ ਕੌਰ): [544, 719, 612, 730]
- paragraph: ਸਰਵ ਸਮਾਜ ਸਭਾ ਵੱਲੋਂ ਸਾਹਿਤਕਾਰ ਡਾ. ਨਾਇਬ ਸਿੰਘ ਮੰਡੇਰ ਦਾ ਵਿਸ਼ੇਸ਼ ਸਨਮਾਨ ਕੀਤਾ ਗਿਆ। ਇਸ ਮੌਕੇ ਸਮਾਜ ਸਭਾ ਦੇ ਪ੍ਰਧਾਨ ਸਮੇਤ ਵੱਡੀ ਗਿਣਤੀ ਵਿੱਚ ਸਾਹਿਤ ਪ੍ਰੇਮੀ ਹਾਜ਼ਰ ਸਨ।: [10, 709, 147, 762]
- paragraph: ਇਸ ਪ੍ਰੋਗਰਾਮ ਵਿੱਚ ਜ਼ਿਲ੍ਹੇ ਉਤਸ਼ਾਹਪੂਰਨ ਸਮਾਗਮ ਨਾਲ ਹੋਇਆ ਜਿਸ ਵਿੱਚ ਵਿਦਿਆਰਥੀਆਂ ਨੇ ਵੱਡੀ ਗਿਣਤੀ ਵਿੱਚ ਭਾਗ ਲਿਆ।: [520, 765, 637, 807]
- story-book-fair-byline-place: ਪਟਿਆਲਾ, 2 ਅਪ੍ਰੈਲ: [33, 465, 104, 476]
- paragraph: ਵਰਕਰਾਂ ਦੇ ਗੰਭੀਰ ਬਣ ਚੁੱਕੇ ਮਸਲਿਆਂ ਦੇ ਰੋਸ ਵਜੋਂ 9 ਅਪ੍ਰੈਲ ਨੂੰ ਪਟਿਆਲਾ ਵਿਖੇ ਵਿਸ਼ਾਲ: [520, 1140, 679, 1162]
- left-column-half: [10, 78, 510, 1297]
- bullet-icon: ●: [149, 468, 157, 479]
- story-punjab-govt-byline-place: ਹੁਸ਼ਿਆਰਪੁਰ (ਦਲਜੀਤ ਅਜਨੋਹਾ): [16, 1196, 122, 1207]
- paragraph: ਮੰਗਾਂ ਸੰਬੰਧੀ ਸੰਘਰਸ਼ ਕਰਦੇ ਆ ਰਹੇ ਹਨ। ਉਨ੍ਹਾਂ ਕਿਹਾ ਕਿ ਮੋਨੀਕਾ ਮਸੀਹ ਲੰਬੇ ਸਮੇਂ ਤੋਂ ਕਰਮਚਾਰੀਆਂ ਦੇ ਹੱਕਾਂ ਲਈ ਲੜਦੀ ਆ ਰਹੀ ਹੈ ਅਤੇ ਉਨ੍ਹਾਂ ਦੀਆਂ ਸਮੱਸਿਆਵਾਂ ਨੂੰ ਹੱਲ ਕਰਵਾਉਣ ਲਈ ਹਮੇਸ਼ਾ ਤਤਪਰ ਰਹਿੰਦੀ ਹੈ। ਕਰਮਚਾਰੀਆਂ ਨੇ ਉਮੀਦਵਾਰ ਦੇ ਹੱਕ ਵਿੱਚ ਨਾਅਰੇਬਾਜ਼ੀ ਵੀ ਕੀਤੀ।: [644, 594, 886, 637]
- story-sahitkar-byline-agency: ਪੈਗਾਮ-ਏ-ਜਗਤ: [53, 670, 104, 681]
- story-sahitkar-col1: [10, 671, 147, 818]
- story-prtc-col2: [686, 1016, 845, 1163]
- story-district-headline: ਜ਼ਿਲ੍ਹਾ ਲੋਕ ਸੰਪਰਕ ਅਤੇ ਸ਼ਿਕਾਇਤ ਨਿਵਾਰਨ ਕਮੇਟੀ ਦੀ ਮੀਟਿੰਗ ਵਿਚ ਮੰਤਰੀ ਰਣਬੀਰ ਸਿੰਘ ਗੰਗਵਾ ਨੇ ਸ਼ਿਕਾਇਤਾਂ ਸਣੀਆਂ: [27, 828, 486, 873]
- masthead-title-block: [849, 18, 972, 49]
- paragraph: ਜਾਂਦਾ ਹੈ। ਜਿਸਦਾ ਵੀ ਵੱਡਾ ਨੁਕਸਾਨ ਪੀ.ਆਰ.ਟੀ.ਸੀ. ਨੂੰ ਝੱਲਣਾ ਪੈ ਰਿਹਾ ਹੈ ਅਤੇ: [685, 1081, 845, 1103]
- paragraph: ਅੱਜ ਬੱਚੇ ਦੇ ਪਰਿਵਾਰ ਨੇ ਮੁੱਖ ਮੰਤਰੀ ਨਾਇਬ ਸੈਣੀ ਨੂੰ ਅਪੀਲ ਕੀਤੀ ਕਿ ਉਹ ਉਨ੍ਹਾਂ ਦੇ ਪੁੱਤਰ ਨੂੰ ਜਲਦੀ ਲੱਭਣ ਵਿਚ ਸਹਿਯੋਗ ਦੇਣ। ਉਨ੍ਹਾਂ ਦੇ ਨਾਲ ਰਾਸ਼ਟਰੀ ਜਾਗਰਣ ਮੰਚ ਟਰੱਸਟ ਦੇ ਬਾਨੀ ਅਮਰਿੰਦਰ ਸਿੰਘ, ਡਿੰਪਲ ਗਰਗ ਅਤੇ ਧਰਮ ਸਿੰਘ ਵੀ ਮੌਜੂਦ ਸਨ। ਉਨ੍ਹਾਂ ਨੇ ਮੁੱਖ ਮੰਤਰੀ ਨੂੰ ਅਪੀਲ ਕੀਤੀ ਕਿ ਉਹ ਬੱਚੇ ਦਾ ਪਤਾ ਲਗਾਉਣ ਲਈ ਭਾਰਤੀ ਵਿਦੇਸ਼ ਮੰਤਰਾਲੇ ਦੀ ਸਹਾਇਤਾ ਦੀ ਬੇਨਤੀ ਕਰਨ।: [355, 219, 504, 320]
- paragraph: ਦਾ ਨਿਪਟਾਰਾ ਕਰ ਦਿੱਤਾ ਗਿਆ। ਮੰਤਰੀ ਨੇ ਅਧਿਕਾਰੀਆਂ ਨੂੰ ਸਖ਼ਤ ਹਦਾਇਤ ਦਿੱਤੀ ਕਿ ਸ਼ਿਕਾਇਤਾਂ ਦਾ ਨਿਪਟਾਰਾ ਸਮਾਂਬੱਧ ਢੰਗ ਨਾਲ ਕੀਤਾ ਜਾਵੇ।: [123, 968, 277, 1011]
- story-blood-donation-headline: ਖ਼ੂਨਦਾਨ ਇਕ ਪਵਿੱਤਰ ਪ੍ਰਕਲਪ ਹੈ ਜੋ ਜ਼ਿੰਦਗੀਆਂ ਬਚਾਉਂਦਾ ਹੈ ਅਤੇ ਮਰੀਜ਼ਾਂ ਦੇ ਪਰਿਵਾਰਾਂ ਵਿੱਚ ਖ਼ੁਸ਼ੀਆਂ ਵਧਾਉਂਦਾ ਹੈ : ਸੋਮ ਪ੍ਰਕਾਸ਼: [520, 82, 1010, 127]
- story-book-fair-byline-agency: (ਪੈਗਾਮ-ਏ-ਜਗਤ): [39, 478, 98, 489]
- story-sports-col2a: [643, 862, 762, 949]
- paragraph: ਵਿਰੋਧੀ ਧਿਰ ਨੇ ਸਰਕਾਰ ਦੀਆਂ ਨੀਤੀਆਂ ਦੀ ਸਖ਼ਤ ਆਲੋਚਨਾ ਕੀਤੀ।: [385, 1183, 503, 1205]
- story-rajindra-col3: [892, 500, 1010, 638]
- story-malta-photo-caption: ਪਰਿਵਾਰ ਦੇ ਅਨੁਸਾਰ ਉਹ 18 ਮਾਰਚ ਤੱਕ ਉਸ ਨਾਲ ਨਿਯਮਤ ਸੰਪਰਕ ਵਿੱਚ ਸਨ ਜਦੋਂ ਉਸ ਦਾ ਫ਼ੋਨ ਅਚਾਨਕ ਬੰਦ ਹੋ ਗਿਆ। ਰਿਸ਼ਤੇਦਾਰਾਂ ਨੇ ਕਈ ਦਿਨਾਂ ਤੱਕ ਉਸ ਦੀ ਭਾਲ ਕੀਤੀ ਪਰ ਸਫਲਤਾ ਹਾਸਲ ਨਹੀਂ ਹੋਈ। ਹੈਰਾਨੀ ਦੀ ਗੱਲ: [164, 338, 349, 381]
- story-sahitkar-col2: [154, 671, 359, 818]
- story-punjab-govt-photo: [260, 1183, 378, 1245]
- ad-address-line2: Sahibzada Ajit Singh Nagar, Punjab 160071: [541, 1268, 814, 1282]
- story-book-fair-col1: [10, 466, 127, 632]
- story-sports: [520, 644, 1010, 948]
- ad-title: “ਪੈਗਾਮ-ਏ-ਜਗਤ”: [597, 1175, 758, 1202]
- story-blood-col2a: [639, 245, 762, 417]
- paragraph: ਸਮੇਂ ਦੀ ਮੰਗ ਕੀਤੀ ਗਈ ਹੈ ਤਾਂ ਕਿ ਗੱਲਬਾਤ ਰਾਹੀਂ ਸਮੱਸਿਆਵਾਂ ਦਾ ਹੱਲ ਕੱਢਿਆ ਜਾ ਸਕੇ।: [851, 1081, 1011, 1103]
- edition-cities: ਅੰਬਾਲਾ/ਹੁਸ਼ਿਆਰਪੁਰ/ਪਟਿਆਲਾ/ਰਤੀਆ/ਖਰੜ: [279, 20, 711, 49]
- story-district-callout: [10, 983, 116, 1037]
